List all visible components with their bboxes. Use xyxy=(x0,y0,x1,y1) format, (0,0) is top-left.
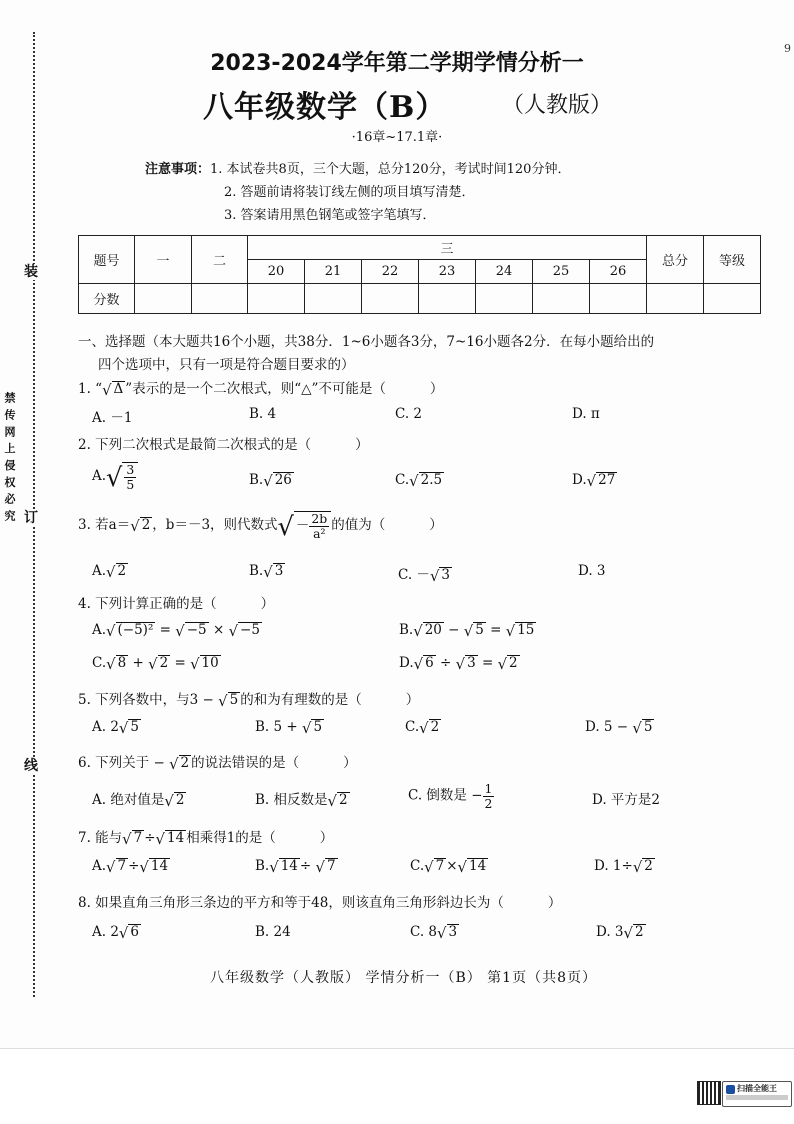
q2-option-b[interactable]: B. √ 26 xyxy=(249,471,292,490)
question-3: 3. 若a＝ √ 2 ，b＝－3，则代数式 √ － $\frac{2b}{\text{a²}}$ 的值为（ ） xyxy=(78,511,443,542)
question-6: 6. 下列关于 − √ 2 的说法错误的是（ ） xyxy=(78,754,357,773)
q4-option-a[interactable]: A. √ (−5)² = √ −5 × √ −5 xyxy=(92,621,260,640)
table-col-three: 三 xyxy=(248,236,647,260)
question-4: 4. 下列计算正确的是（ ） xyxy=(78,596,275,612)
exam-title: 2023-2024学年第二学期学情分析一 xyxy=(210,51,584,76)
q3-option-a[interactable]: A. √ 2 xyxy=(92,562,127,581)
table-col-two: 二 xyxy=(192,236,248,284)
score-cell[interactable] xyxy=(704,284,761,314)
scanner-logo-icon xyxy=(726,1085,735,1094)
scanner-watermark xyxy=(722,1081,792,1107)
subject-title: 八年级数学（B） xyxy=(203,90,447,125)
q7-option-a[interactable]: A. √ 7 ÷ √ 14 xyxy=(92,857,169,876)
q8-option-d[interactable]: D. 3 √ 2 xyxy=(596,923,644,942)
scanner-brand: 扫描全能王 xyxy=(737,1084,777,1093)
table-col-grade: 等级 xyxy=(704,236,761,284)
radical: √ Δ xyxy=(102,380,124,399)
q1-option-c[interactable]: C. 2 xyxy=(395,406,423,422)
score-cell[interactable] xyxy=(419,284,476,314)
q2-option-c[interactable]: C. √ 2.5 xyxy=(395,471,443,490)
question-7: 7. 能与 √ 7 ÷ √ 14 相乘得1的是（ ） xyxy=(78,829,334,848)
binding-label-xian: 线 xyxy=(24,758,38,774)
score-cell[interactable] xyxy=(647,284,704,314)
page-footer: 八年级数学（人教版） 学情分析一（B） 第1页（共8页） xyxy=(210,970,598,986)
score-cell[interactable] xyxy=(305,284,362,314)
q1-option-a[interactable]: A. －1 xyxy=(92,410,133,426)
notice-item-3: 3. 答案请用黑色钢笔或签字笔填写． xyxy=(224,208,436,223)
q1-option-d[interactable]: D. π xyxy=(572,406,600,422)
q5-option-a[interactable]: A. 2 √ 5 xyxy=(92,718,139,737)
notice-item-2: 2. 答题前请将装订线左侧的项目填写清楚． xyxy=(224,185,475,200)
q2-option-a[interactable]: A. √ $\frac{3}{5}$ xyxy=(92,462,138,491)
q6-option-b[interactable]: B. 相反数是 √ 2 xyxy=(255,791,348,810)
edition-label: （人教版） xyxy=(502,93,613,118)
notice-item-1 xyxy=(145,158,570,177)
table-sub-col: 25 xyxy=(533,260,590,284)
question-5: 5. 下列各数中，与3 − √ 5 的和为有理数的是（ ） xyxy=(78,691,420,710)
table-sub-col: 21 xyxy=(305,260,362,284)
score-cell[interactable] xyxy=(362,284,419,314)
q7-option-c[interactable]: C. √ 7 × √ 14 xyxy=(410,857,487,876)
q5-option-d[interactable]: D. 5 − √ 5 xyxy=(585,718,653,737)
q3-option-b[interactable]: B. √ 3 xyxy=(249,562,284,581)
q7-option-d[interactable]: D. 1÷ √ 2 xyxy=(594,857,653,876)
table-sub-col: 20 xyxy=(248,260,305,284)
binding-label-ding: 订 xyxy=(24,510,38,526)
table-sub-col: 22 xyxy=(362,260,419,284)
q8-option-b[interactable]: B. 24 xyxy=(255,924,291,940)
table-col-total: 总分 xyxy=(647,236,704,284)
table-sub-col: 26 xyxy=(590,260,647,284)
scanner-subtext-bar xyxy=(726,1095,788,1100)
table-sub-col: 23 xyxy=(419,260,476,284)
chapter-scope: ·16章~17.1章· xyxy=(351,130,443,145)
notice-label: 注意事项： xyxy=(145,162,211,177)
q4-option-d[interactable]: D. √ 6 ÷ √ 3 = √ 2 xyxy=(399,654,518,673)
question-2: 2. 下列二次根式是最简二次根式的是（ ） xyxy=(78,437,369,453)
table-header-question-no: 题号 xyxy=(79,236,135,284)
q8-option-a[interactable]: A. 2 √ 6 xyxy=(92,923,139,942)
table-header-score: 分数 xyxy=(79,284,135,314)
binding-label-zhuang: 装 xyxy=(24,264,38,280)
q1-option-b[interactable]: B. 4 xyxy=(249,406,277,422)
question-1: 1. “ √ Δ ”表示的是一个二次根式，则“△”不可能是（ ） xyxy=(78,380,444,399)
q6-option-a[interactable]: A. 绝对值是 √ 2 xyxy=(92,791,185,810)
q3-option-d[interactable]: D. 3 xyxy=(578,563,606,579)
score-cell[interactable] xyxy=(533,284,590,314)
q5-option-c[interactable]: C. √ 2 xyxy=(405,718,440,737)
notice-text-1: 1. 本试卷共8页，三个大题，总分120分，考试时间120分钟． xyxy=(210,162,571,177)
page-corner-marker: 9 xyxy=(784,42,791,55)
q4-option-c[interactable]: C. √ 8 + √ 2 = √ 10 xyxy=(92,654,219,673)
q5-option-b[interactable]: B. 5 + √ 5 xyxy=(255,718,323,737)
table-col-one: 一 xyxy=(135,236,192,284)
question-8: 8. 如果直角三角形三条边的平方和等于48，则该直角三角形斜边长为（ ） xyxy=(78,895,562,911)
q7-option-b[interactable]: B. √ 14 ÷ √ 7 xyxy=(255,857,336,876)
qr-code-icon xyxy=(697,1081,721,1105)
score-cell[interactable] xyxy=(192,284,248,314)
score-cell[interactable] xyxy=(476,284,533,314)
q8-option-c[interactable]: C. 8 √ 3 xyxy=(410,923,458,942)
q4-option-b[interactable]: B. √ 20 − √ 5 = √ 15 xyxy=(399,621,535,640)
q3-option-c[interactable]: C. － √ 3 xyxy=(398,566,450,585)
q6-option-d[interactable]: D. 平方是2 xyxy=(592,792,661,808)
score-cell[interactable] xyxy=(248,284,305,314)
section-heading-cont: 四个选项中，只有一项是符合题目要求的） xyxy=(98,357,355,373)
q6-option-c[interactable]: C. 倒数是 − $\frac{1}{2}$ xyxy=(408,781,493,811)
score-cell[interactable] xyxy=(590,284,647,314)
section-heading: 一、选择题（本大题共16个小题，共38分．1~6小题各3分，7~16小题各2分．在每小题给出的 xyxy=(78,334,655,350)
q2-option-d[interactable]: D. √ 27 xyxy=(572,471,616,490)
table-sub-col: 24 xyxy=(476,260,533,284)
score-cell[interactable] xyxy=(135,284,192,314)
score-table xyxy=(78,235,761,314)
copyright-vertical-text: 禁 传 网 上 侵 权 必 究 xyxy=(3,392,16,522)
